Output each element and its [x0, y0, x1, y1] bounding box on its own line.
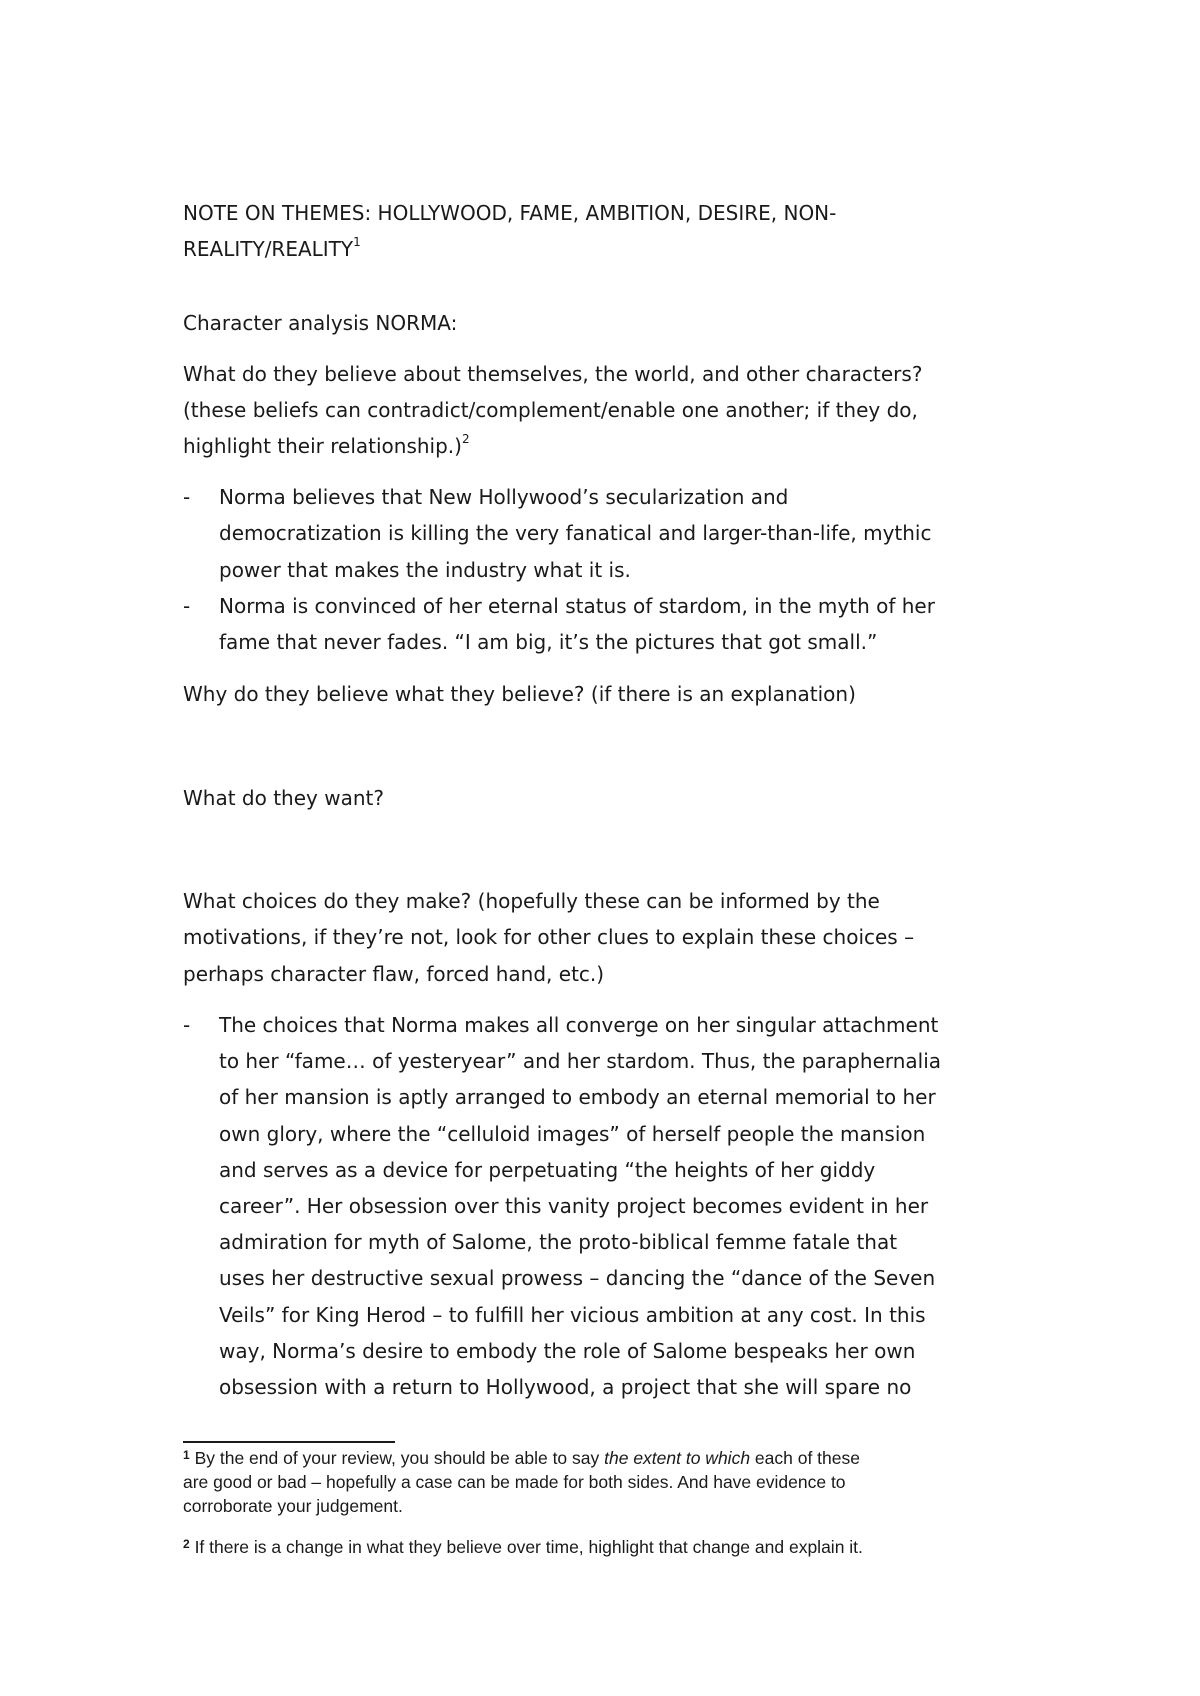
footnote-ref-2[interactable]: 2 — [461, 432, 470, 447]
question-choices-line-2: motivations, if they’re not, look for other clues to explain these choices – — [183, 925, 915, 949]
bullet-1-line-3: power that makes the industry what it is. — [219, 558, 631, 582]
choices-bullet-line: of her mansion is aptly arranged to embody an eternal memorial to her — [219, 1085, 936, 1109]
bullet-1-line-2: democratization is killing the very fanatical and larger-than-life, mythic — [219, 521, 932, 545]
choices-bullet-line: uses her destructive sexual prowess – dancing the “dance of the Seven — [219, 1266, 936, 1290]
choices-bullet-line: admiration for myth of Salome, the proto-biblical femme fatale that — [219, 1230, 898, 1254]
choices-bullet-line: The choices that Norma makes all converge on her singular attachment — [219, 1013, 939, 1037]
question-beliefs-line-3: highlight their relationship.)$^2$ — [183, 432, 470, 458]
footnote-ref-1[interactable]: 1 — [353, 235, 361, 250]
footnote-2: $^2$ If there is a change in what they believe over time, highlight that change and explain it. — [183, 1537, 863, 1557]
footnote-1-line-2: are good or bad – hopefully a case can be made for both sides. And have evidence to — [183, 1472, 846, 1492]
question-choices-line-3: perhaps character flaw, forced hand, etc.) — [183, 962, 605, 986]
choices-bullet-line: and serves as a device for perpetuating “the heights of her giddy — [219, 1158, 876, 1182]
character-analysis-heading: Character analysis NORMA: — [183, 311, 458, 335]
footnote-2-mark: 2 — [183, 1537, 190, 1551]
bullet-2-line-1: Norma is convinced of her eternal status of stardom, in the myth of her — [219, 594, 935, 618]
footnote-separator — [183, 1441, 395, 1443]
question-why-believe: Why do they believe what they believe? (if there is an explanation) — [183, 682, 856, 706]
choices-bullet-line: Veils” for King Herod – to fulfill her vicious ambition at any cost. In this — [219, 1303, 926, 1327]
question-choices-line-1: What choices do they make? (hopefully these can be informed by the — [183, 889, 880, 913]
question-what-want: What do they want? — [183, 786, 384, 810]
question-beliefs-line-1: What do they believe about themselves, the world, and other characters? — [183, 362, 923, 386]
bullet-1-line-1: Norma believes that New Hollywood’s secularization and — [219, 485, 789, 509]
heading-line-1: NOTE ON THEMES: HOLLYWOOD, FAME, AMBITION, DESIRE, NON- — [183, 201, 837, 225]
footnote-1-mark: 1 — [183, 1448, 190, 1462]
bullet-dash: - — [183, 594, 191, 618]
choices-bullet-line: own glory, where the “celluloid images” of herself people the mansion — [219, 1122, 926, 1146]
footnote-1-line-3: corroborate your judgement. — [183, 1496, 403, 1516]
bullet-dash: - — [183, 1013, 191, 1037]
bullet-dash: - — [183, 485, 191, 509]
choices-bullet-line: to her “fame… of yesteryear” and her stardom. Thus, the paraphernalia — [219, 1049, 942, 1073]
question-beliefs-line-2: (these beliefs can contradict/complement/enable one another; if they do, — [183, 398, 918, 422]
bullet-2-line-2: fame that never fades. “I am big, it’s the pictures that got small.” — [219, 630, 878, 654]
choices-bullet-line: obsession with a return to Hollywood, a project that she will spare no — [219, 1375, 912, 1399]
choices-bullet-line: career”. Her obsession over this vanity project becomes evident in her — [219, 1194, 929, 1218]
footnote-1-line-1: $^1$ By the end of your review, you should be able to say the extent to which each of these — [183, 1448, 860, 1468]
choices-bullet-line: way, Norma’s desire to embody the role of Salome bespeaks her own — [219, 1339, 916, 1363]
heading-line-2: REALITY/REALITY$^1$ — [183, 235, 361, 261]
